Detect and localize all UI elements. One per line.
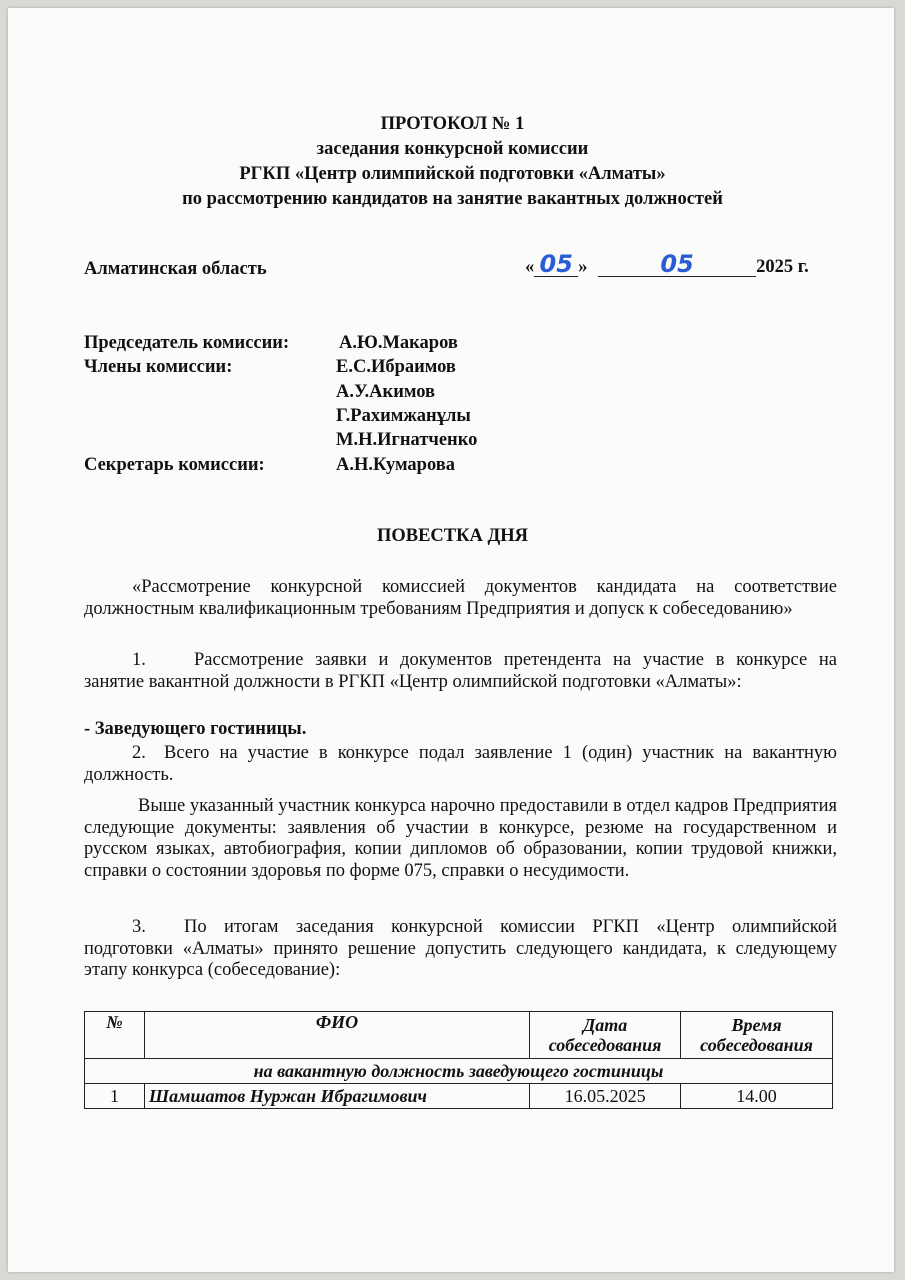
title-line-1: ПРОТОКОЛ № 1 <box>380 114 525 134</box>
table-header-row <box>85 1012 833 1059</box>
header-date-line-1: Дата <box>582 1015 628 1035</box>
member-name: Е.С.Ибраимов <box>336 357 456 377</box>
secretary-label: Секретарь комиссии: <box>84 455 265 475</box>
table-section-row <box>85 1059 833 1084</box>
row-time: 14.00 <box>681 1084 833 1109</box>
title-line-3: РГКП «Центр олимпийской подготовки «Алматы» <box>239 164 666 184</box>
table-row <box>85 1084 833 1109</box>
date-close-quote: » <box>578 257 588 277</box>
agenda-item-1 <box>84 650 837 693</box>
documents-paragraph <box>84 796 837 882</box>
header-date <box>530 1012 681 1059</box>
header-name: ФИО <box>144 1012 529 1059</box>
member-name: М.Н.Игнатченко <box>336 430 478 450</box>
agenda-intro <box>84 577 837 620</box>
header-time <box>681 1012 833 1059</box>
document-title <box>0 112 905 212</box>
agenda-heading: ПОВЕСТКА ДНЯ <box>376 526 529 546</box>
member-name: А.У.Акимов <box>336 382 435 402</box>
item-2-number: 2. <box>132 743 146 763</box>
date-year: 2025 г. <box>756 257 809 277</box>
agenda-item-2 <box>84 743 837 786</box>
section-label: на вакантную должность заведующего гостиницы <box>85 1059 833 1084</box>
members-label: Члены комиссии: <box>84 357 233 377</box>
documents-text: Выше указанный участник конкурса нарочно предоставили в отдел кадров Предприятия следующие документы: заявления об участии в конкурсе, резюме на государственном и русском языках, автобиография, копии дипломов об образовании, копии трудовой книжки, справки о состоянии здоровья по форме 075, справки о несудимости. <box>84 796 837 881</box>
candidates-table <box>84 1011 833 1109</box>
header-time-line-1: Время <box>731 1015 782 1035</box>
header-time-line-2: собеседования <box>700 1035 813 1055</box>
position-title: - Заведующего гостиницы. <box>84 719 307 739</box>
chair-name: А.Ю.Макаров <box>339 333 458 353</box>
item-1-text: Рассмотрение заявки и документов претендента на участие в конкурсе на занятие вакантной должности в РГКП «Центр олимпийской подготовки «Алматы»: <box>84 650 837 692</box>
date-month: 05 <box>598 252 756 277</box>
row-name: Шамшатов Нуржан Ибрагимович <box>144 1084 529 1109</box>
place-label: Алматинская область <box>84 259 267 279</box>
chair-label: Председатель комиссии: <box>84 333 290 353</box>
row-num: 1 <box>85 1084 145 1109</box>
item-3-number: 3. <box>132 917 146 937</box>
agenda-intro-text: «Рассмотрение конкурсной комиссией документов кандидата на соответствие должностным квалификационным требованиям Предприятия и допуск к собеседованию» <box>84 577 837 619</box>
date-line <box>525 252 809 279</box>
title-line-2: заседания конкурсной комиссии <box>316 139 589 159</box>
header-num: № <box>85 1012 145 1059</box>
item-3-text: По итогам заседания конкурсной комиссии РГКП «Центр олимпийской подготовки «Алматы» принято решение допустить следующего кандидата, к следующему этапу конкурса (собеседование): <box>84 917 837 980</box>
agenda-item-3 <box>84 917 837 982</box>
member-name: Г.Рахимжанұлы <box>336 406 471 426</box>
item-2-text: Всего на участие в конкурсе подал заявление 1 (один) участник на вакантную должность. <box>84 743 837 785</box>
row-date: 16.05.2025 <box>530 1084 681 1109</box>
date-open-quote: « <box>525 257 535 277</box>
secretary-name: А.Н.Кумарова <box>336 455 456 475</box>
header-date-line-2: собеседования <box>548 1035 662 1055</box>
date-day: 05 <box>534 252 578 277</box>
item-1-number: 1. <box>132 650 146 670</box>
title-line-4: по рассмотрению кандидатов на занятие вакантных должностей <box>182 189 723 209</box>
